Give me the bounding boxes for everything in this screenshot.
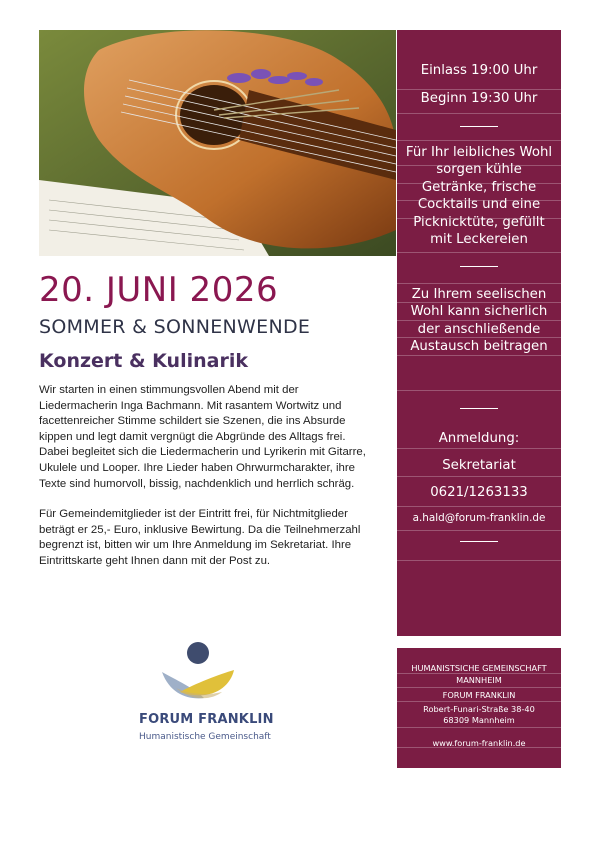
email-link[interactable]: a.hald@forum-franklin.de	[412, 512, 546, 524]
sidebar-dash	[460, 266, 498, 267]
food-info: Für Ihr leibliches Wohl sorgen kühle Getränke, frische Cocktails und eine Picknicktüte, gefüllt mit Leckereien	[405, 145, 553, 248]
start-time: Beginn 19:30 Uhr	[420, 91, 538, 106]
address-box	[397, 648, 561, 768]
office-label: Sekretariat	[442, 458, 516, 473]
info-sidebar	[397, 30, 561, 636]
description-paragraph-1: Wir starten in einen stimmungsvollen Abend mit der Liedermacherin Inga Bachmann. Mit rasantem Wortwitz und facettenreicher Stimme schildert sie Szenen, die ins Absurde kippen und legt damit vergnügt die Abgründe des Alltags frei.	[39, 384, 346, 443]
description-paragraph-2: Dabei begleitet sich die Liedermacherin und Lyrikerin mit Gitarre, Ukulele und Looper. Ihre Lieder haben Ohrwurmcharakter, ihre Texte sind humorvoll, bissig, nachdenklich und herrlich schräg.	[39, 446, 366, 490]
sidebar-divider	[397, 476, 561, 477]
sidebar-divider	[397, 390, 561, 391]
event-heading: Konzert & Kulinarik	[39, 350, 248, 372]
event-date: 20. JUNI 2026	[39, 270, 279, 310]
website-link[interactable]: www.forum-franklin.de	[432, 738, 526, 748]
footer-divider	[397, 727, 561, 728]
description-paragraph-3: Für Gemeindemitglieder ist der Eintritt frei, für Nichtmitglieder beträgt er 25,- Euro, inklusive Bewirtung. Da die Teilnehmerzahl begrenzt ist, bitten wir um Ihre Anmeldung im Sekretariat. Ihre Eintrittskarte geht Ihnen dann mit der Post zu.	[39, 508, 361, 567]
street-address: Robert-Funari-Straße 38-40	[423, 704, 535, 714]
talk-info: Zu Ihrem seelischen Wohl kann sicherlich der anschließende Austausch beitragen	[410, 287, 548, 355]
sidebar-divider	[397, 140, 561, 141]
sidebar-divider	[397, 113, 561, 114]
guitar-photo	[39, 30, 396, 256]
org-name-line-1: HUMANISTSICHE GEMEINSCHAFT	[411, 663, 547, 673]
logo-subtitle: Humanistische Gemeinschaft	[139, 732, 271, 742]
sidebar-divider	[397, 448, 561, 449]
event-description	[39, 383, 371, 570]
sidebar-divider	[397, 530, 561, 531]
sidebar-divider	[397, 560, 561, 561]
city-address: 68309 Mannheim	[443, 715, 515, 725]
org-name-line-3: FORUM FRANKLIN	[442, 690, 516, 700]
sidebar-divider	[397, 283, 561, 284]
org-name-line-2: MANNHEIM	[456, 675, 502, 685]
sidebar-divider	[397, 252, 561, 253]
event-subtitle: SOMMER & SONNENWENDE	[39, 316, 311, 338]
sidebar-dash	[460, 408, 498, 409]
footer-divider	[397, 701, 561, 702]
guitar-lavender-icon	[39, 30, 396, 256]
phone-number[interactable]: 0621/1263133	[430, 485, 528, 500]
sidebar-dash	[460, 126, 498, 127]
registration-label: Anmeldung:	[438, 431, 520, 446]
footer-divider	[397, 687, 561, 688]
footer-divider	[397, 673, 561, 674]
sidebar-divider	[397, 506, 561, 507]
sidebar-dash	[460, 541, 498, 542]
logo-name: FORUM FRANKLIN	[139, 712, 274, 727]
entry-time: Einlass 19:00 Uhr	[420, 63, 538, 78]
forum-franklin-logo-icon	[136, 640, 276, 710]
